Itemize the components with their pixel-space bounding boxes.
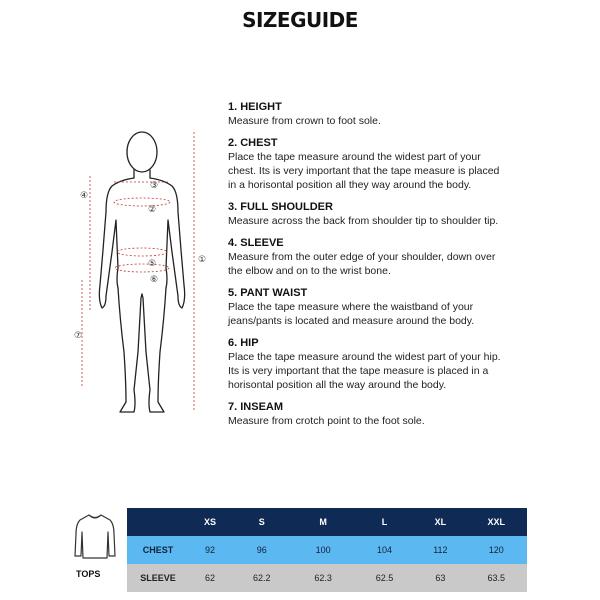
sweater-icon [74, 512, 116, 560]
body-measurement-figure [70, 120, 220, 420]
step-pant-waist [228, 286, 528, 328]
table-row-chest [127, 536, 527, 564]
size-header: XL [434, 517, 447, 527]
marker-4: ④ [79, 191, 89, 201]
step-text: Measure across the back from shoulder tip to shoulder tip. [228, 215, 499, 227]
size-header: XXL [487, 517, 506, 527]
step-full-shoulder [228, 200, 528, 228]
body-outline [99, 132, 184, 412]
step-text: Place the tape measure around the widest part of your chest. Its is very important that the tape measure is placed in a horisontal position all they way around the body. [228, 151, 500, 191]
table-cell: 62.3 [314, 573, 332, 583]
step-text: Measure from crown to foot sole. [228, 115, 381, 127]
size-table [127, 508, 527, 592]
marker-6: ⑥ [149, 275, 159, 285]
step-title: 2. CHEST [228, 137, 278, 149]
step-hip [228, 336, 528, 392]
marker-3: ③ [149, 181, 159, 191]
marker-1: ① [197, 255, 207, 265]
page-title: SIZEGUIDE [242, 8, 358, 32]
marker-5: ⑤ [147, 259, 157, 269]
size-header: XS [204, 517, 217, 527]
step-inseam [228, 400, 528, 428]
header-corner [127, 508, 189, 536]
step-text: Place the tape measure around the widest part of your hip. Its is very important that the tape measure is placed in a horisontal position all the way around the body. [228, 351, 501, 391]
measurement-lines [79, 132, 194, 412]
row-label: CHEST [142, 545, 174, 555]
marker-2: ② [147, 205, 157, 215]
measurement-instructions [228, 100, 528, 436]
size-header-row [127, 508, 527, 536]
table-cell: 92 [205, 545, 216, 555]
step-title: 4. SLEEVE [228, 237, 284, 249]
step-title: 1. HEIGHT [228, 101, 282, 113]
step-title: 7. INSEAM [228, 401, 284, 413]
step-text: Measure from the outer edge of your shoulder, down over the elbow and on to the wrist bone. [228, 251, 496, 277]
marker-7: ⑦ [73, 331, 83, 341]
table-cell: 120 [488, 545, 504, 555]
size-header: M [319, 517, 327, 527]
table-cell: 100 [315, 545, 331, 555]
table-cell: 112 [433, 545, 448, 555]
step-title: 6. HIP [228, 337, 259, 349]
size-header: L [381, 517, 388, 527]
table-cell: 62.2 [253, 573, 271, 583]
table-cell: 104 [377, 545, 393, 555]
size-header: S [258, 517, 265, 527]
step-text: Place the tape measure where the waistband of your jeans/pants is located and measure around the body. [228, 301, 475, 327]
step-title: 3. FULL SHOULDER [228, 201, 333, 213]
table-row-sleeve [127, 564, 527, 592]
step-height [228, 100, 528, 128]
tops-label: TOPS [76, 569, 101, 579]
row-label: SLEEVE [140, 573, 176, 583]
step-chest [228, 136, 528, 192]
step-title: 5. PANT WAIST [228, 287, 308, 299]
step-sleeve [228, 236, 528, 278]
table-cell: 62.5 [375, 573, 394, 583]
step-text: Measure from crotch point to the foot sole. [228, 415, 425, 427]
table-cell: 63.5 [487, 573, 506, 583]
table-cell: 62 [205, 573, 216, 583]
table-cell: 63 [435, 573, 446, 583]
table-cell: 96 [256, 545, 267, 555]
